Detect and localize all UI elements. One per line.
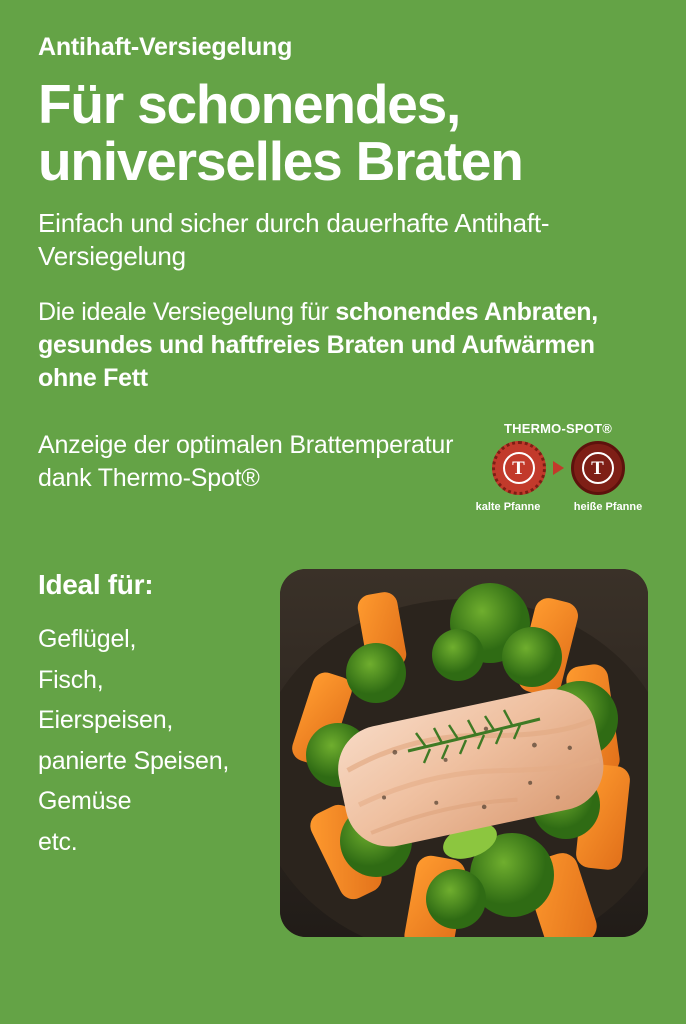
benefit-emphasis: schonendes Anbraten, gesundes und haftfreies Braten und Aufwärmen ohne Fett	[38, 297, 598, 393]
benefit-lead: Die ideale Versiegelung für	[38, 297, 336, 326]
list-item: Geflügel,	[38, 625, 137, 654]
headline-line-1: Für schonendes,	[38, 72, 461, 135]
list-item: Eierspeisen,	[38, 706, 174, 735]
list-item: panierte Speisen,	[38, 746, 230, 775]
cold-pan-glyph: T	[503, 452, 535, 484]
subtitle-text: Einfach und sicher durch dauerhafte Antihaft-Versiegelung	[38, 208, 550, 272]
product-photo	[280, 569, 648, 937]
ideal-for-title: Ideal für:	[38, 569, 154, 601]
eyebrow-text: Antihaft-Versiegelung	[38, 33, 293, 61]
cold-pan-label: kalte Pfanne	[475, 501, 541, 514]
bottom-section	[38, 569, 648, 937]
hot-pan-label: heiße Pfanne	[573, 501, 643, 514]
ideal-for-list	[38, 619, 260, 862]
hot-pan-glyph: T	[582, 452, 614, 484]
arrow-right-icon	[553, 461, 564, 475]
page-title	[38, 72, 648, 193]
thermo-spot-icons	[468, 441, 648, 495]
ideal-for-block	[38, 569, 260, 937]
thermo-spot-labels	[468, 501, 648, 513]
list-item: Fisch,	[38, 665, 104, 694]
thermo-spot-section	[38, 419, 648, 513]
hot-pan-icon	[571, 441, 625, 495]
headline-line-2: universelles Braten	[38, 130, 523, 193]
list-item: etc.	[38, 827, 78, 856]
cold-pan-icon	[492, 441, 546, 495]
thermo-description: Anzeige der optimalen Brattemperatur dank Thermo-Spot®	[38, 431, 454, 492]
thermo-spot-badge	[468, 419, 648, 513]
benefit-paragraph	[38, 296, 648, 396]
list-item: Gemüse	[38, 787, 132, 816]
thermo-badge-title: THERMO-SPOT®	[503, 421, 613, 437]
